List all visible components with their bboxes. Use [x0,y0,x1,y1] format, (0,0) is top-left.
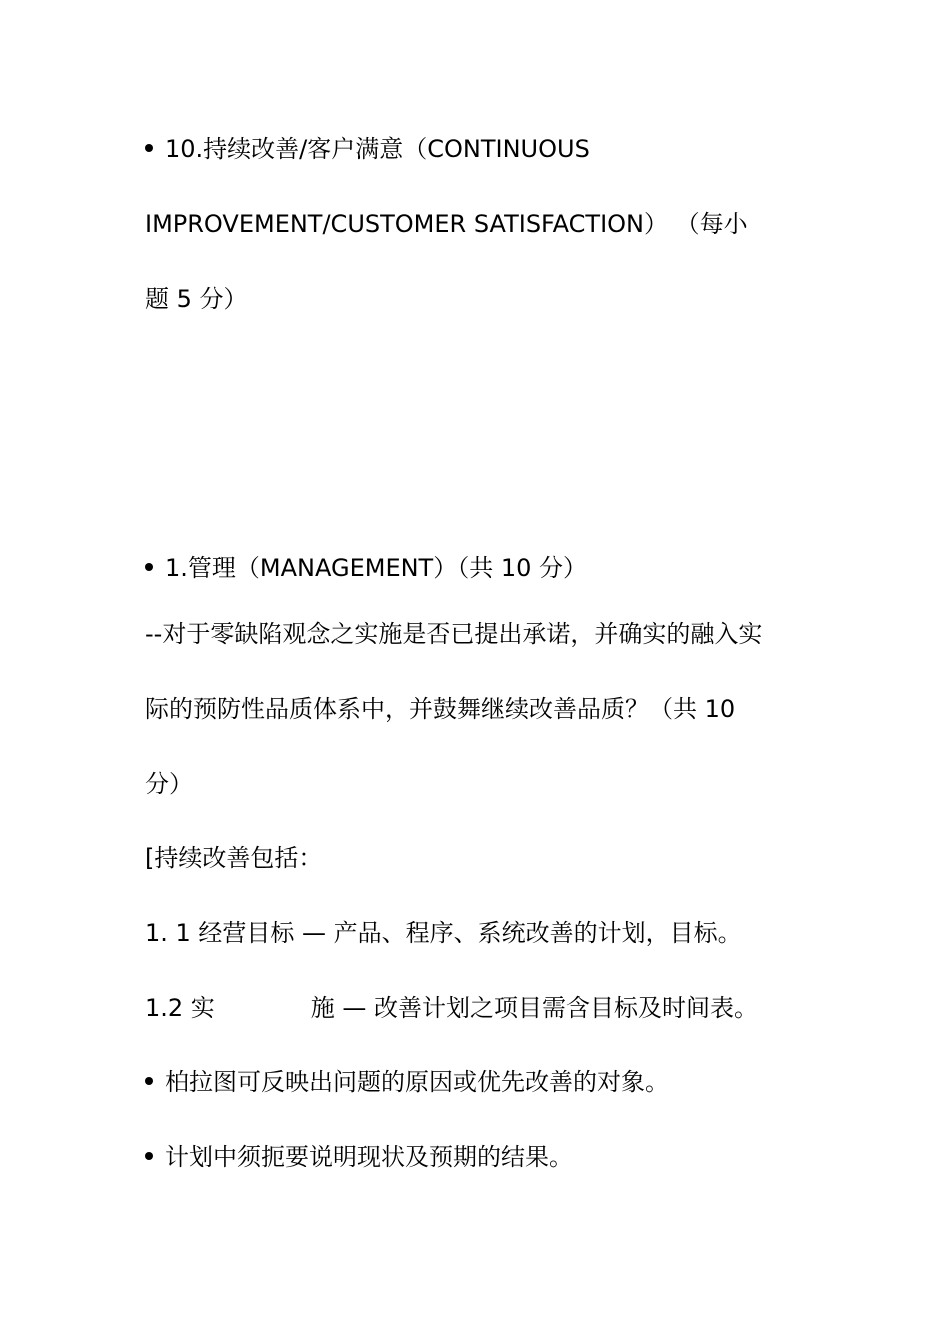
list-item-business-goals: 1. 1 经营目标 — 产品、程序、系统改善的计划，目标。 [145,919,742,947]
question-line-1: --对于零缺陷观念之实施是否已提出承诺，并确实的融入实 [145,620,763,648]
section-heading-line-2: IMPROVEMENT/CUSTOMER SATISFACTION） （每小 [145,210,748,238]
bullet-icon [145,563,153,571]
bullet-icon [145,1152,153,1160]
bullet-icon [145,1077,153,1085]
section-heading-line-3: 题 5 分） [145,285,248,313]
bullet-item-plan: 计划中须扼要说明现状及预期的结果。 [145,1142,573,1172]
management-heading: 1.管理（MANAGEMENT）（共 10 分） [145,553,587,583]
bullet-icon [145,144,153,152]
includes-label: [持续改善包括： [145,844,323,872]
list-item-implementation: 1.2 实 施 — 改善计划之项目需含目标及时间表。 [145,994,759,1022]
question-line-3: 分） [145,770,193,798]
question-line-2: 际的预防性品质体系中，并鼓舞继续改善品质？（共 10 [145,695,736,723]
bullet-item-pareto: 柏拉图可反映出问题的原因或优先改善的对象。 [145,1067,669,1097]
section-heading-line-1: 10.持续改善/客户满意（CONTINUOUS [145,134,590,164]
